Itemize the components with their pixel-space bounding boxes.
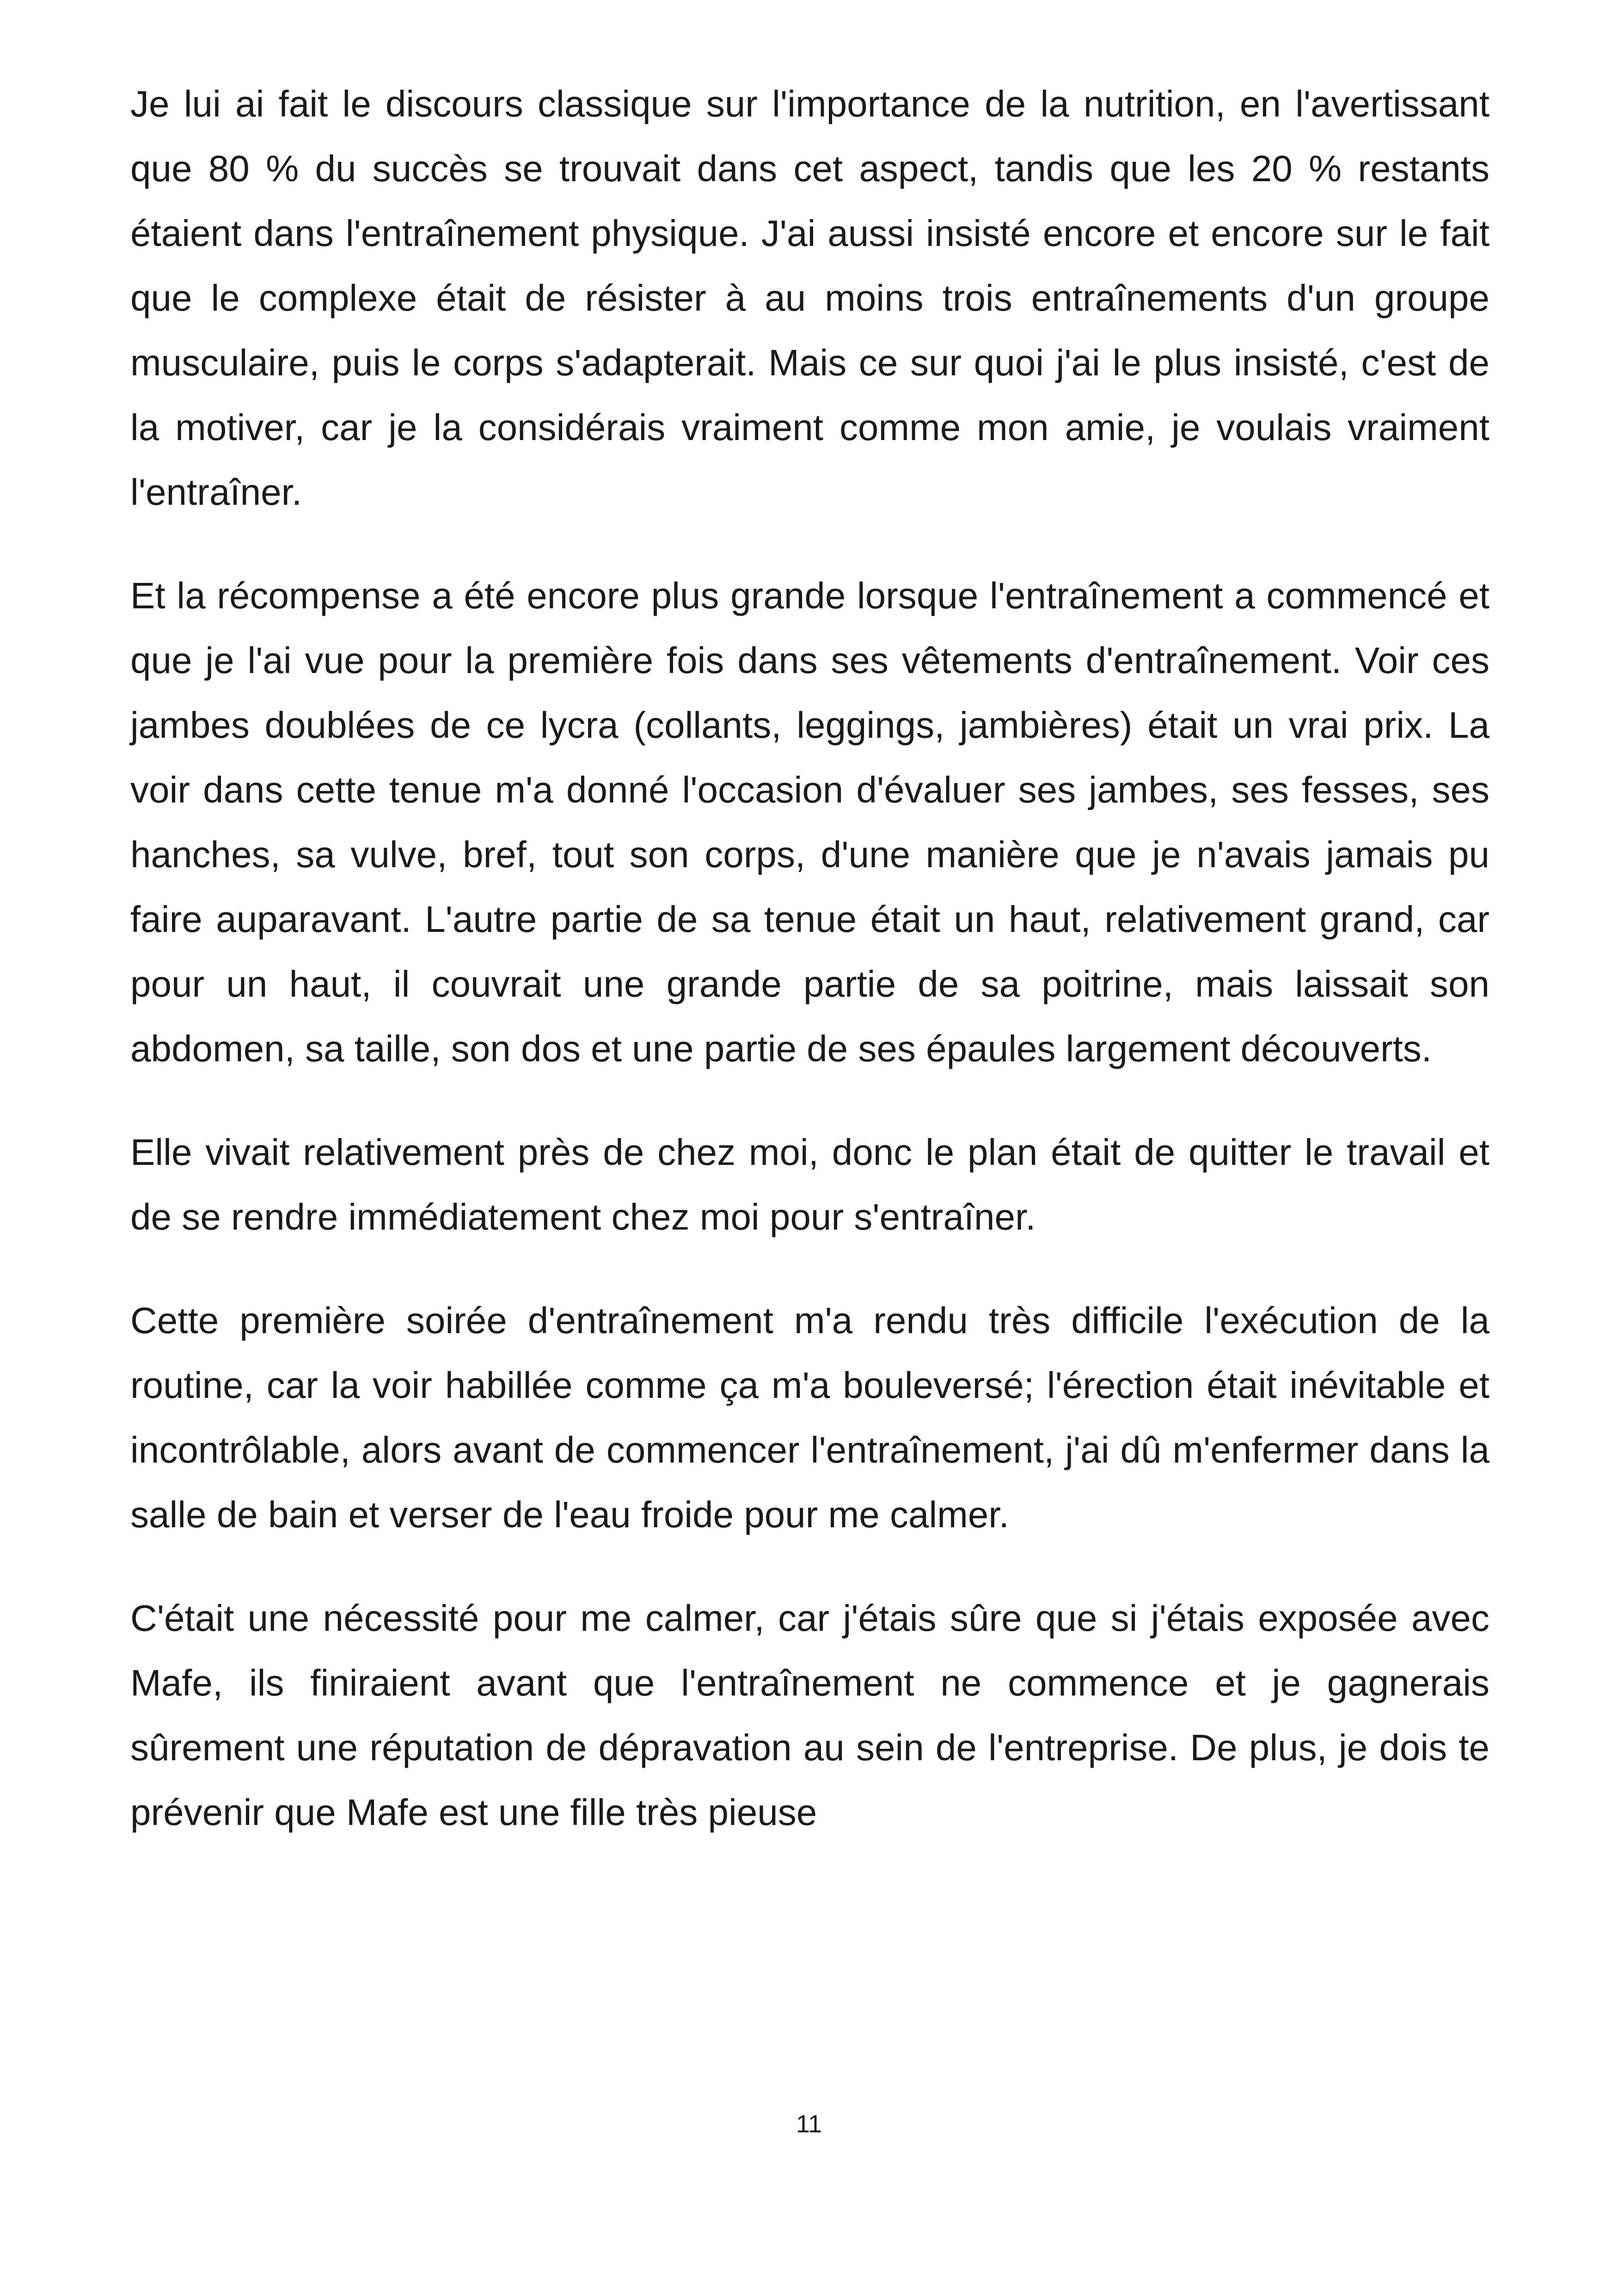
text-body bbox=[130, 72, 1489, 1884]
paragraph-3: Elle vivait relativement près de chez moi, donc le plan était de quitter le travail et de se rendre immédiatement chez moi pour s'entraîner. bbox=[130, 1132, 1489, 1237]
paragraph-4: Cette première soirée d'entraînement m'a rendu très difficile l'exécution de la routine, car la voir habillée comme ça m'a bouleversé; l'érection était inévitable et incontrôlable, alors avant de commencer l'entraînement, j'ai dû m'enfermer dans la salle de bain et verser de l'eau froide pour me calmer. bbox=[130, 1300, 1489, 1535]
paragraph-5: C'était une nécessité pour me calmer, car j'étais sûre que si j'étais exposée avec Mafe, ils finiraient avant que l'entraînement ne commence et je gagnerais sûrement une réputation de dépravation au sein de l'entreprise. De plus, je dois te prévenir que Mafe est une fille très pieuse bbox=[130, 1598, 1489, 1833]
paragraph-1: Je lui ai fait le discours classique sur l'importance de la nutrition, en l'avertissant que 80 % du succès se trouvait dans cet aspect, tandis que les 20 % restants étaient dans l'entraînement physique. J'ai aussi insisté encore et encore sur le fait que le complexe était de résister à au moins trois entraînements d'un groupe musculaire, puis le corps s'adapterait. Mais ce sur quoi j'ai le plus insisté, c'est de la motiver, car je la considérais vraiment comme mon amie, je voulais vraiment l'entraîner. bbox=[130, 83, 1489, 513]
paragraph-2: Et la récompense a été encore plus grande lorsque l'entraînement a commencé et que je l'ai vue pour la première fois dans ses vêtements d'entraînement. Voir ces jambes doublées de ce lycra (collants, leggings, jambières) était un vrai prix. La voir dans cette tenue m'a donné l'occasion d'évaluer ses jambes, ses fesses, ses hanches, sa vulve, bref, tout son corps, d'une manière que je n'avais jamais pu faire auparavant. L'autre partie de sa tenue était un haut, relativement grand, car pour un haut, il couvrait une grande partie de sa poitrine, mais laissait son abdomen, sa taille, son dos et une partie de ses épaules largement découverts. bbox=[130, 575, 1489, 1069]
page-number: 11 bbox=[796, 2110, 822, 2138]
